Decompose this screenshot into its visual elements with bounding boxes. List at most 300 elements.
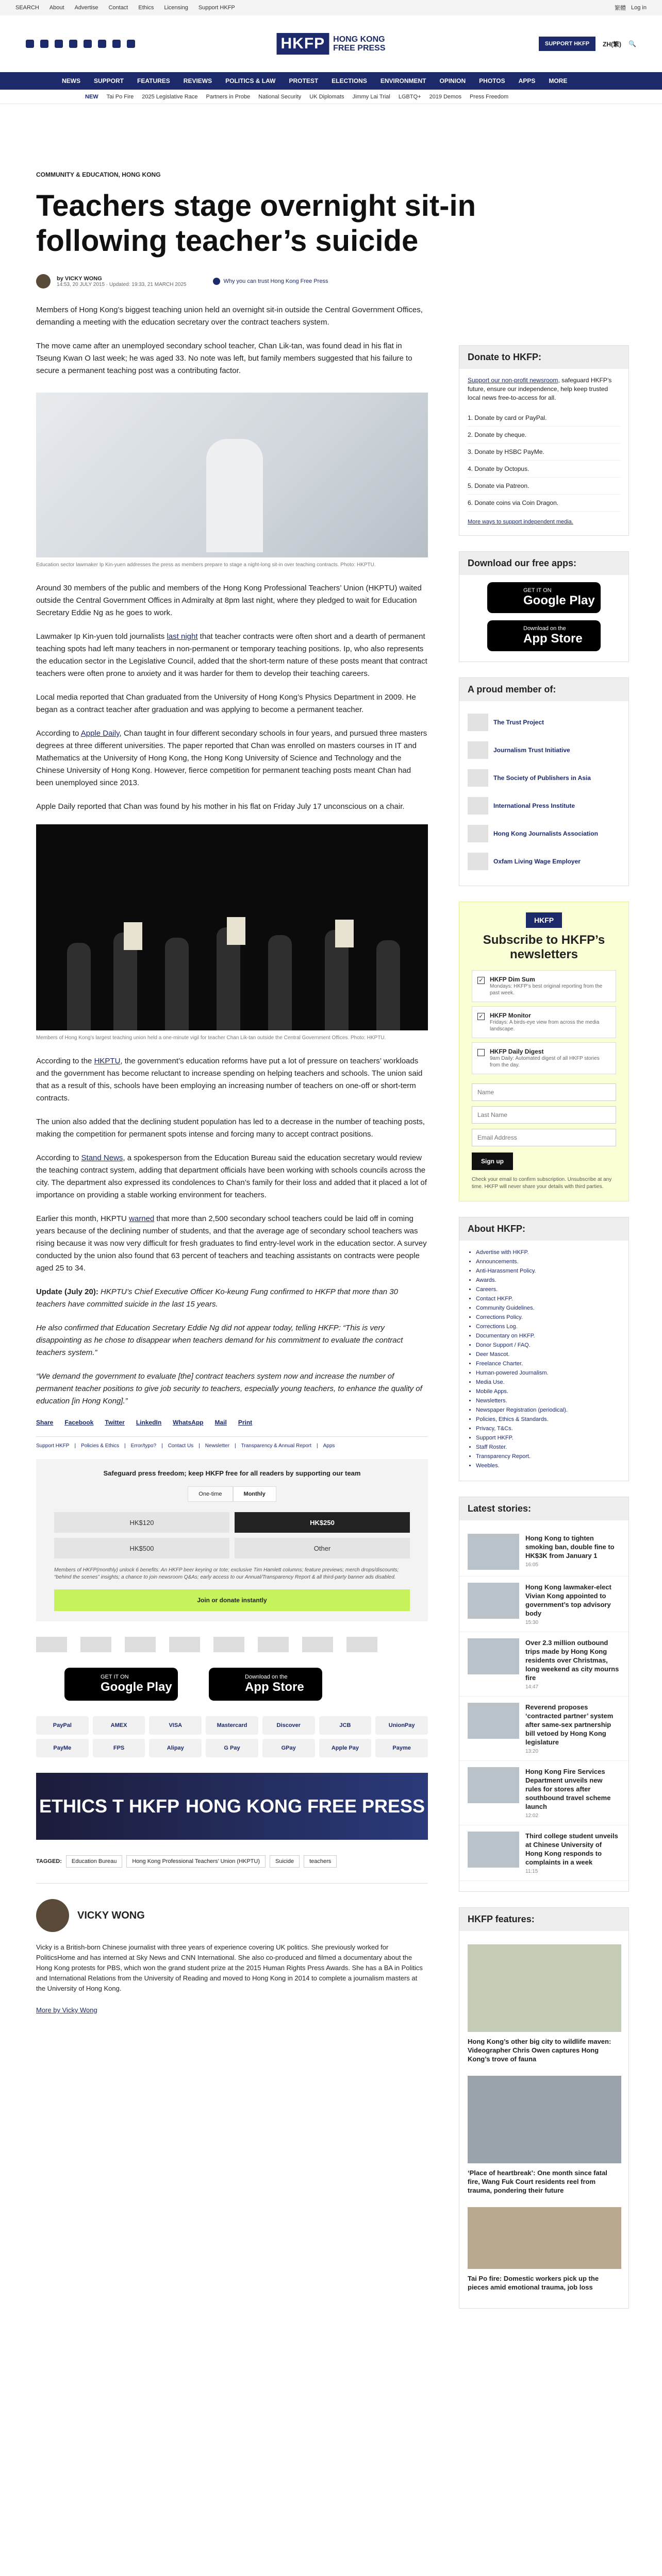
instagram-icon[interactable] [55, 40, 63, 48]
top-search-link[interactable]: SEARCH [15, 5, 39, 11]
payment-logo: G Pay [206, 1739, 258, 1757]
payment-logo: Apple Pay [319, 1739, 372, 1757]
paragraph: The move came after an unemployed secondary school teacher, Chan Lik-tan, was found dead in his flat in Tseung Kwan O last week; he was aged 33. No note was left, but family members suggested that his failure to secure a permanent teaching post was a contributing factor. [36, 342, 412, 375]
partner-logo[interactable] [258, 1637, 289, 1652]
search-icon[interactable]: 🔍 [628, 40, 636, 47]
trending-item[interactable]: LGBTQ+ [398, 93, 421, 100]
banner-left-text: ETHICS T HKFP [39, 1795, 179, 1817]
non-profit-link[interactable]: Support our non-profit newsroom [468, 377, 558, 384]
latest-story[interactable] [459, 1528, 628, 1577]
member-logo [468, 853, 488, 870]
story-title: Third college student unveils at Chinese University of Hong Kong responds to complaints in a week [525, 1832, 618, 1866]
paragraph-text: , a spokesperson from the Education Bureau said the education secretary would review the teaching contract system, adding that department officials have been working with schools councils across the city. The department also expressed its condolences to Chan’s family for their loss and added that it placed a lot of importance on providing a stable working environment for teachers. [36, 1154, 427, 1199]
store-small-text: GET IT ON [101, 1674, 129, 1680]
store-small-text: Download on the [523, 625, 566, 632]
donate-sidebar-box [459, 345, 629, 536]
latest-story[interactable] [459, 1577, 628, 1632]
donate-option[interactable]: 1. Donate by card or PayPal. [468, 410, 620, 427]
store-big-text: App Store [245, 1680, 304, 1694]
story-time: 16:05 [525, 1562, 539, 1568]
photo-sign [335, 920, 354, 947]
support-link[interactable]: Policies & Ethics [81, 1443, 120, 1449]
paragraph: “We demand the government to evaluate [the] contract teachers system now and increase the number of permanent teacher positions to give job security to teachers, especially young teachers, to enhance the quality of education [in Hong Kong].” [36, 1372, 422, 1405]
article-header [0, 104, 662, 289]
nav-apps[interactable]: APPS [518, 77, 536, 84]
logo-text [333, 35, 385, 53]
about-link[interactable]: • Staff Roster. [476, 1443, 620, 1452]
amount-option[interactable]: HK$120 [54, 1512, 229, 1533]
article-body [36, 304, 428, 2324]
donate-option[interactable]: 4. Donate by Octopus. [468, 461, 620, 478]
author-name[interactable]: by VICKY WONG [57, 275, 102, 282]
share-bar [36, 1419, 428, 1426]
story-thumbnail [468, 1767, 519, 1803]
linkedin-icon[interactable] [98, 40, 106, 48]
top-link-contact[interactable]: Contact [108, 5, 128, 11]
share-label[interactable]: Share [36, 1419, 54, 1426]
warned-link[interactable]: warned [129, 1214, 155, 1223]
top-right-links [615, 4, 647, 12]
divider [36, 1436, 428, 1437]
share-print[interactable]: Print [238, 1419, 253, 1426]
about-link[interactable]: • Documentary on HKFP. [476, 1331, 620, 1341]
payment-logo: VISA [149, 1716, 202, 1735]
story-thumbnail [468, 1638, 519, 1674]
about-link[interactable]: • Weebles. [476, 1461, 620, 1470]
nav-photos[interactable]: PHOTOS [479, 77, 505, 84]
nav-politics-law[interactable]: POLITICS & LAW [225, 77, 276, 84]
paragraph-text: According to [36, 729, 81, 738]
top-link-chinese[interactable]: 繁體 [615, 5, 626, 11]
payment-logo: PayPal [36, 1716, 89, 1735]
donate-option[interactable]: 6. Donate coins via Coin Dragon. [468, 495, 620, 512]
nav-features[interactable]: FEATURES [137, 77, 170, 84]
last-night-link[interactable]: last night [167, 632, 198, 641]
partner-logo[interactable] [302, 1637, 333, 1652]
partner-logo[interactable] [213, 1637, 244, 1652]
paragraph-text: HKPTU’s Chief Executive Officer Ko-keung Fung confirmed to HKFP that more than 30 teachers have committed suicide in the last 15 years. [36, 1287, 398, 1309]
trending-item[interactable]: Tai Po Fire [106, 93, 134, 100]
about-link[interactable]: • Corrections Log. [476, 1322, 620, 1331]
nav-news[interactable]: NEWS [62, 77, 80, 84]
frequency-one-time[interactable]: One-time [188, 1486, 233, 1502]
newsletter-checkbox[interactable]: ✓ [477, 977, 485, 984]
about-link[interactable]: • Transparency Report. [476, 1452, 620, 1461]
paragraph [36, 631, 428, 680]
logo-line-1: HONG KONG [333, 35, 385, 44]
rss-icon[interactable] [127, 40, 135, 48]
member-logo [468, 797, 488, 815]
partner-logo[interactable] [346, 1637, 377, 1652]
latest-stories-box [459, 1497, 629, 1892]
trending-item[interactable]: Press Freedom [469, 93, 509, 100]
author-box-avatar [36, 1899, 69, 1932]
x-twitter-icon[interactable] [40, 40, 48, 48]
paragraph [36, 1152, 428, 1201]
hkptu-link[interactable]: HKPTU [94, 1057, 121, 1065]
apple-daily-link[interactable]: Apple Daily [80, 729, 120, 738]
nav-protest[interactable]: PROTEST [289, 77, 319, 84]
first-name-input[interactable] [472, 1083, 616, 1101]
photo-sign [227, 917, 245, 945]
trending-item[interactable]: 2025 Legislative Race [142, 93, 198, 100]
membership-note: Members of HKFP(monthly) unlock 6 benefits: An HKFP beer keyring or tote; exclusive Tim Hamlett columns; feature previews; merch drops/discounts; “behind the scenes” insights; a chance to join newsroom Q&As; early access to our Annual/Transparency Report & all third-party banner ads disabled. [54, 1567, 399, 1580]
about-link[interactable]: • Newspaper Registration (periodical). [476, 1405, 620, 1415]
member-logo [468, 825, 488, 842]
paragraph: Members of Hong Kong’s biggest teaching union held an overnight sit-in outside the Central Government Offices, demanding a meeting with the education secretary over the contract teachers system. [36, 306, 423, 327]
feature-title: Hong Kong’s other big city to wildlife maven: Videographer Chris Owen captures Hong Kong’s trove of fauna [468, 2038, 611, 2063]
store-big-text: Google Play [101, 1680, 172, 1694]
about-link[interactable]: • Mobile Apps. [476, 1387, 620, 1396]
about-link[interactable]: • Community Guidelines. [476, 1303, 620, 1313]
about-link[interactable]: • Corrections Policy. [476, 1313, 620, 1322]
feature-item[interactable] [459, 1938, 628, 2070]
story-title: Hong Kong lawmaker-elect Vivian Kong appointed to government’s top advisory body [525, 1583, 611, 1617]
site-header [0, 15, 662, 72]
feature-item[interactable] [459, 2201, 628, 2298]
partner-logo[interactable] [80, 1637, 111, 1652]
donate-option[interactable]: 3. Donate by HSBC PayMe. [468, 444, 620, 461]
photo-person [376, 940, 400, 1030]
payment-logo: AMEX [93, 1716, 145, 1735]
about-link[interactable]: • Careers. [476, 1285, 620, 1294]
support-link[interactable]: Newsletter [205, 1443, 230, 1449]
photo-person [67, 943, 91, 1030]
story-title: Reverend proposes ‘contracted partner’ system after same-sex partnership bill vetoed by Hong Kong legislature [525, 1703, 614, 1746]
newsletter-logo: HKFP [526, 912, 562, 928]
share-whatsapp[interactable]: WhatsApp [173, 1419, 204, 1426]
newsletter-checkbox[interactable]: ✓ [477, 1013, 485, 1020]
paragraph: Local media reported that Chan graduated from the University of Hong Kong’s Physics Department in 2009. He began as a contract teacher after graduation and was applying to become a permanent teacher. [36, 693, 416, 714]
nav-environment[interactable]: ENVIRONMENT [380, 77, 426, 84]
newsletter-option[interactable] [472, 970, 616, 1002]
about-link[interactable]: • Privacy, T&Cs. [476, 1424, 620, 1433]
about-list [459, 1248, 628, 1470]
feature-image [468, 2076, 621, 2163]
paragraph [36, 727, 428, 789]
article-category[interactable]: COMMUNITY & EDUCATION, HONG KONG [36, 171, 161, 178]
partner-logos [36, 1637, 428, 1652]
donate-sidebar-intro [468, 376, 620, 402]
store-big-text: Google Play [523, 594, 595, 607]
member-name: Oxfam Living Wage Employer [493, 858, 581, 865]
trending-item[interactable]: Partners in Probe [206, 93, 251, 100]
nav-opinion[interactable]: OPINION [439, 77, 466, 84]
trending-bar [0, 90, 662, 104]
paragraph-text: According to [36, 1154, 81, 1162]
newsletter-option-desc: 9am Daily: Automated digest of all HKFP stories from the day. [490, 1056, 600, 1068]
support-link[interactable]: Contact Us [168, 1443, 194, 1449]
donate-widget [36, 1459, 428, 1621]
story-time: 14:47 [525, 1684, 539, 1690]
story-thumbnail [468, 1703, 519, 1739]
trending-item[interactable]: 2019 Demos [429, 93, 461, 100]
donate-option[interactable]: 5. Donate via Patreon. [468, 478, 620, 495]
member-logo-item[interactable] [459, 708, 628, 736]
payment-logo: PayMe [36, 1739, 89, 1757]
trust-link[interactable] [213, 278, 328, 285]
trending-new-label: NEW [85, 93, 98, 100]
support-hkfp-button[interactable]: SUPPORT HKFP [539, 37, 595, 51]
latest-story[interactable] [459, 1761, 628, 1825]
about-link[interactable]: • Deer Mascot. [476, 1350, 620, 1359]
article-photo-vigil [36, 824, 428, 1030]
google-play-button[interactable] [487, 582, 601, 613]
payment-logo: Mastercard [206, 1716, 258, 1735]
top-link-login[interactable]: Log in [631, 5, 647, 11]
article-title: Teachers stage overnight sit-in following teacher’s suicide [36, 189, 476, 258]
story-time: 13:20 [525, 1749, 539, 1754]
about-link[interactable]: • Human-powered Journalism. [476, 1368, 620, 1378]
story-title: Hong Kong Fire Services Department unveils new rules for stores after southbound travel scheme launch [525, 1768, 611, 1810]
about-link[interactable]: • Awards. [476, 1276, 620, 1285]
nav-support[interactable]: SUPPORT [94, 77, 124, 84]
member-logo-item[interactable] [459, 820, 628, 848]
app-store-button[interactable] [487, 620, 601, 651]
nav-reviews[interactable]: REVIEWS [183, 77, 212, 84]
donate-option[interactable]: 2. Donate by cheque. [468, 427, 620, 444]
newsletter-option-desc: Fridays: A birds-eye view from across the media landscape. [490, 1020, 600, 1032]
sidebar [459, 304, 629, 2324]
content-wrap [0, 289, 662, 2324]
store-small-text: GET IT ON [523, 587, 552, 594]
top-utility-bar [0, 0, 662, 15]
latest-story[interactable] [459, 1697, 628, 1761]
partner-logo[interactable] [169, 1637, 200, 1652]
tag-item[interactable]: teachers [304, 1855, 337, 1868]
trending-item[interactable]: National Security [258, 93, 302, 100]
story-time: 15:30 [525, 1620, 539, 1625]
newsletter-note: Check your email to confirm subscription. Unsubscribe at any time. HKFP will never share your details with third parties. [472, 1177, 612, 1190]
youtube-icon[interactable] [84, 40, 92, 48]
member-logo-item[interactable] [459, 736, 628, 764]
member-sidebar-title: A proud member of: [459, 678, 628, 701]
photo-sign [124, 922, 142, 950]
amount-grid [54, 1512, 410, 1558]
latest-story[interactable] [459, 1632, 628, 1697]
article-date: 14:53, 20 JULY 2015 · Updated: 19:33, 21 MARCH 2025 [57, 281, 187, 287]
main-nav [0, 72, 662, 90]
app-store-row [36, 1668, 428, 1701]
share-mail[interactable]: Mail [214, 1419, 227, 1426]
top-link-ethics[interactable]: Ethics [138, 5, 154, 11]
story-thumbnail [468, 1832, 519, 1868]
paragraph-text: According to the [36, 1057, 94, 1065]
ethics-banner[interactable] [36, 1773, 428, 1840]
feature-title: Tai Po fire: Domestic workers pick up the pieces amid emotional trauma, job loss [468, 2275, 599, 2291]
tag-list [36, 1855, 428, 1868]
paragraph: The union also added that the declining student population has led to a decrease in the number of teaching posts, making the competition for permanent spots intense and forcing many to accept contract positions. [36, 1117, 425, 1139]
top-links [15, 5, 235, 11]
newsletter-option-desc: Mondays: HKFP’s best original reporting from the past week. [490, 984, 603, 996]
amount-option[interactable]: Other [235, 1538, 410, 1558]
photo-caption: Education sector lawmaker Ip Kin-yuen addresses the press as members prepare to stage a night-long sit-in over teaching contracts. Photo: HKPTU. [36, 562, 376, 568]
newsletter-box [459, 902, 629, 1201]
photo-figure [206, 439, 263, 552]
frequency-monthly[interactable]: Monthly [233, 1486, 276, 1502]
latest-stories-title: Latest stories: [459, 1497, 628, 1520]
email-input[interactable] [472, 1129, 616, 1146]
share-linkedin[interactable]: LinkedIn [136, 1419, 162, 1426]
stand-news-link[interactable]: Stand News [81, 1154, 123, 1162]
paragraph-text: Earlier this month, HKPTU [36, 1214, 129, 1223]
features-box [459, 1907, 629, 2309]
member-logo [468, 714, 488, 731]
newsletter-option[interactable] [472, 1006, 616, 1038]
share-twitter[interactable]: Twitter [105, 1419, 125, 1426]
donate-intro-text: , safeguard HKFP’s future, ensure our independence, help keep trusted local news free-to-access for all. [468, 377, 612, 401]
newsletter-checkbox[interactable] [477, 1049, 485, 1056]
donate-widget-title: Safeguard press freedom; keep HKFP free for all readers by supporting our team [103, 1469, 361, 1477]
story-title: Hong Kong to tighten smoking ban, double fine to HK$3K from January 1 [525, 1534, 615, 1560]
top-link-advertise[interactable]: Advertise [74, 5, 98, 11]
member-name: The Trust Project [493, 719, 544, 726]
support-link[interactable]: Transparency & Annual Report [241, 1443, 312, 1449]
member-logo-item[interactable] [459, 848, 628, 875]
facebook-icon[interactable] [26, 40, 34, 48]
threads-icon[interactable] [69, 40, 77, 48]
site-logo[interactable] [276, 33, 385, 55]
frequency-toggle [54, 1486, 410, 1502]
byline [36, 274, 626, 289]
author-box-header [36, 1899, 428, 1932]
story-time: 11:15 [525, 1869, 538, 1874]
apps-sidebar-title: Download our free apps: [459, 552, 628, 575]
amount-option-selected[interactable]: HK$250 [235, 1512, 410, 1533]
nav-elections[interactable]: ELECTIONS [332, 77, 367, 84]
top-link-support[interactable]: Support HKFP [198, 5, 235, 11]
payment-methods [36, 1716, 428, 1757]
support-link[interactable]: Apps [323, 1443, 335, 1449]
tag-item[interactable]: Education Bureau [66, 1855, 122, 1868]
feature-image [468, 2207, 621, 2269]
feature-image [468, 1944, 621, 2032]
photo-person [165, 938, 189, 1030]
store-big-text: App Store [523, 632, 583, 646]
trust-icon [213, 278, 220, 285]
about-link[interactable]: • Anti-Harassment Policy. [476, 1266, 620, 1276]
features-title: HKFP features: [459, 1908, 628, 1931]
newsletter-option-title: HKFP Dim Sum [490, 976, 535, 983]
author-box [36, 1883, 428, 2015]
about-sidebar-title: About HKFP: [459, 1217, 628, 1241]
payment-logo: Discover [262, 1716, 315, 1735]
social-icons [26, 40, 135, 48]
payment-logo: UnionPay [375, 1716, 428, 1735]
last-name-input[interactable] [472, 1106, 616, 1124]
member-name: Journalism Trust Initiative [493, 747, 570, 754]
join-donate-button[interactable]: Join or donate instantly [54, 1589, 410, 1611]
payment-logo: Alipay [149, 1739, 202, 1757]
tag-item[interactable]: Suicide [270, 1855, 300, 1868]
story-thumbnail [468, 1583, 519, 1619]
more-ways-link[interactable]: More ways to support independent media. [468, 519, 573, 525]
member-logo [468, 741, 488, 759]
banner-right-text: HONG KONG FREE PRESS [185, 1795, 425, 1817]
about-link[interactable]: • Donor Support / FAQ. [476, 1341, 620, 1350]
support-links: Support HKFP | Policies & Ethics | Error/typo? | Contact Us | Newsletter | Transparency & Annual Report | Apps [36, 1443, 335, 1449]
support-link[interactable]: Support HKFP [36, 1443, 70, 1449]
amount-option[interactable]: HK$500 [54, 1538, 229, 1558]
author-bio: Vicky is a British-born Chinese journalist with three years of experience covering UK politics. She previously worked for PoliticsHome and has interned at Sky News and CNN International. She also co-produced and filmed a documentary about the Hong Kong protests for PBS, which won the grand student prize at the 2015 Human Rights Press Awards. She has a BA in Politics and International Relations from the University of Reading and moved to Hong Kong in 2014 to complete a journalism masters at the University of Hong Kong. [36, 1943, 423, 1992]
google-play-button[interactable] [64, 1668, 178, 1701]
photo-person [268, 935, 292, 1030]
about-link[interactable]: • Policies, Ethics & Standards. [476, 1415, 620, 1424]
apps-sidebar-box [459, 551, 629, 662]
about-link[interactable]: • Contact HKFP. [476, 1294, 620, 1303]
support-link[interactable]: Error/typo? [130, 1443, 157, 1449]
member-name: Hong Kong Journalists Association [493, 830, 598, 837]
partner-logo[interactable] [125, 1637, 156, 1652]
trending-item[interactable]: Jimmy Lai Trial [352, 93, 390, 100]
partner-logo[interactable] [36, 1637, 67, 1652]
photo-caption: Members of Hong Kong’s largest teaching union held a one-minute vigil for teacher Chan Lik-tan outside the Central Government Offices. Photo: HKPTU. [36, 1035, 386, 1041]
member-name: The Society of Publishers in Asia [493, 774, 591, 782]
language-toggle[interactable]: ZH(繁) [603, 40, 622, 48]
more-by-author-link[interactable]: More by Vicky Wong [36, 2006, 97, 2014]
article-photo-press [36, 393, 428, 557]
newsletter-option-title: HKFP Monitor [490, 1012, 531, 1019]
donate-sidebar-title: Donate to HKFP: [459, 346, 628, 369]
about-link[interactable]: • Support HKFP. [476, 1433, 620, 1443]
payment-logo: JCB [319, 1716, 372, 1735]
tags-label: TAGGED: [36, 1858, 62, 1865]
latest-story[interactable] [459, 1825, 628, 1881]
update-label: Update (July 20): [36, 1287, 101, 1296]
paragraph-text: , the government’s education reforms have put a lot of pressure on teachers’ workloads and the government has become reluctant to increase spending on helping teachers and schools. The union said that as a result of this, schools have been employing an increasing number of teachers on one-off or short-term contracts. [36, 1057, 423, 1103]
paragraph-text: that teacher contracts were often short and a dearth of permanent teaching spots had left many teachers in non-permanent or temporary teaching positions. Ip, who also represents the education sector in the Legislative Council, added that the short-term nature of these posts meant that contract teachers were often prone to anxiety and it was harder for them to develop their teaching careers. [36, 632, 427, 678]
member-sidebar-box [459, 677, 629, 886]
story-title: Over 2.3 million outbound trips made by Hong Kong residents over Christmas, long weekend as city mourns fire [525, 1639, 619, 1682]
about-link[interactable]: • Advertise with HKFP. [476, 1248, 620, 1257]
paragraph: He also confirmed that Education Secretary Eddie Ng did not appear today, telling HKFP: “This is very disappointing as he chose to disappear when teachers demand for his commitment to evaluate the contract teachers system.” [36, 1324, 403, 1357]
feature-title: ‘Place of heartbreak’: One month since fatal fire, Wang Fuk Court residents reel from trauma, pondering their future [468, 2169, 607, 2194]
newsletter-title: Subscribe to HKFP’s newsletters [483, 933, 605, 961]
about-link[interactable]: • Media Use. [476, 1378, 620, 1387]
tag-item[interactable]: Hong Kong Professional Teachers’ Union (HKPTU) [126, 1855, 266, 1868]
top-link-about[interactable]: About [49, 5, 64, 11]
signup-button[interactable]: Sign up [472, 1153, 513, 1170]
trust-link-label: Why you can trust Hong Kong Free Press [223, 278, 328, 284]
logo-box: HKFP [276, 33, 329, 55]
store-small-text: Download on the [245, 1674, 288, 1680]
trending-item[interactable]: UK Diplomats [309, 93, 344, 100]
share-facebook[interactable]: Facebook [64, 1419, 94, 1426]
payment-logo: FPS [93, 1739, 145, 1757]
paragraph [36, 1055, 428, 1105]
app-store-button[interactable] [209, 1668, 322, 1701]
payment-logo: GPay [262, 1739, 315, 1757]
payment-logo: Payme [375, 1739, 428, 1757]
telegram-icon[interactable] [112, 40, 121, 48]
author-box-name[interactable]: VICKY WONG [77, 1909, 145, 1921]
member-logo-item[interactable] [459, 764, 628, 792]
paragraph [36, 1213, 428, 1275]
about-link[interactable]: • Newsletters. [476, 1396, 620, 1405]
member-logo [468, 769, 488, 787]
top-link-licensing[interactable]: Licensing [164, 5, 188, 11]
newsletter-option[interactable] [472, 1042, 616, 1074]
about-link[interactable]: • Freelance Charter. [476, 1359, 620, 1368]
about-sidebar-box [459, 1217, 629, 1481]
nav-more[interactable]: MORE [549, 77, 568, 84]
paragraph-text: , Chan taught in four different secondary schools in four years, and pursued three masters degrees at three different universities. The paper reported that Chan was enrolled on masters courses in IT and Mathematics at the University of Hong Kong, the Hong Kong University of Science and Technology and the Chinese University of Hong Kong. However, fierce competition for permanent teaching posts meant Chan had been unemployed since 2013. [36, 729, 427, 787]
member-name: International Press Institute [493, 802, 575, 809]
about-link[interactable]: • Announcements. [476, 1257, 620, 1266]
paragraph [36, 1286, 428, 1311]
member-logo-item[interactable] [459, 792, 628, 820]
feature-item[interactable] [459, 2070, 628, 2201]
